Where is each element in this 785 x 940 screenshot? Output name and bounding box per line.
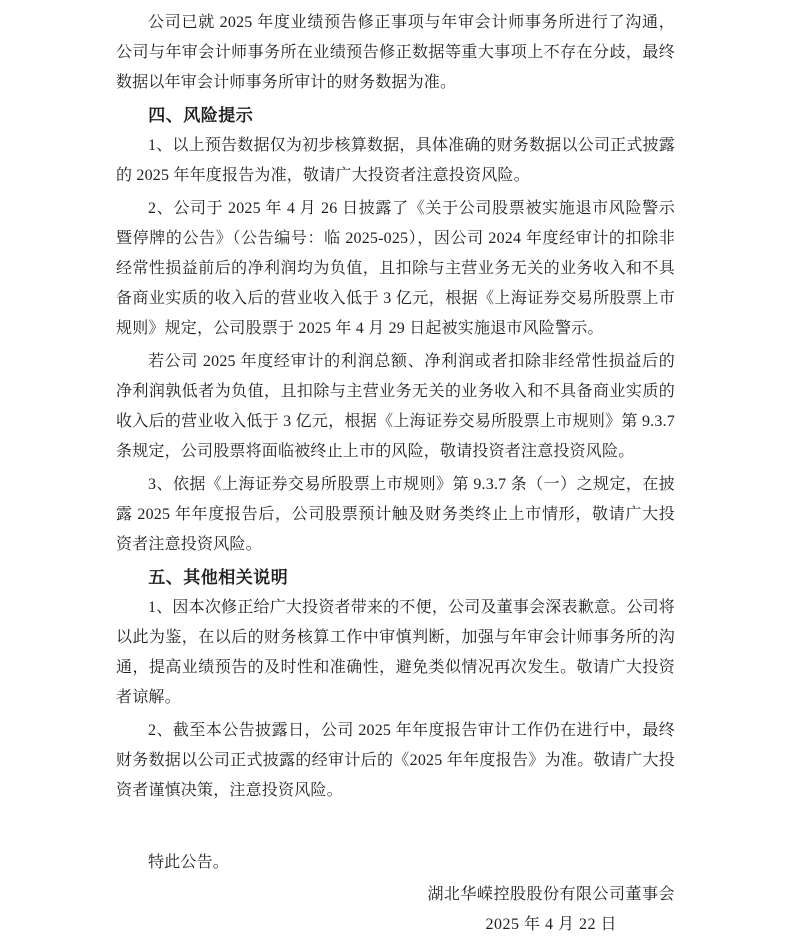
paragraph-risk-item-2: 2、公司于 2025 年 4 月 26 日披露了《关于公司股票被实施退市风险警示暨停牌的公告》（公告编号：临 2025-025），因公司 2024 年度经审计的扣除非经常性损益前后的净利润均为负值，且扣除与主营业务无关的业务收入和不具备商业实质的收入后的营业收入低于 3 亿元，根据《上海证券交易所股票上市规则》规定，公司股票于 2025 年 4 月 29 日起被实施退市风险警示。 xyxy=(116,200,675,337)
paragraph-other-item-1: 1、因本次修正给广大投资者带来的不便，公司及董事会深表歉意。公司将以此为鉴，在以后的财务核算工作中审慎判断，加强与年审会计师事务所的沟通，提高业绩预告的及时性和准确性，避免类似情况再次发生。敬请广大投资者谅解。 xyxy=(116,599,675,706)
section-heading-other-notes: 五、其他相关说明 xyxy=(148,568,289,587)
company-board-signature: 湖北华嵘控股股份有限公司董事会 xyxy=(427,886,675,903)
paragraph-communication-with-auditor: 公司已就 2025 年度业绩预告修正事项与年审会计师事务所进行了沟通，公司与年审会计师事务所在业绩预告修正数据等重大事项上不存在分歧，最终数据以年审会计师事务所审计的财务数据为准。 xyxy=(116,14,675,91)
paragraph-risk-item-3: 3、依据《上海证券交易所股票上市规则》第 9.3.7 条（一）之规定，在披露 2025 年年度报告后，公司股票预计触及财务类终止上市情形，敬请广大投资者注意投资风险。 xyxy=(116,476,675,553)
announcement-date: 2025 年 4 月 22 日 xyxy=(485,916,617,933)
section-heading-risk-notice: 四、风险提示 xyxy=(148,106,254,125)
closing-statement: 特此公告。 xyxy=(148,854,230,871)
paragraph-risk-item-1: 1、以上预告数据仅为初步核算数据，具体准确的财务数据以公司正式披露的 2025 年年度报告为准，敬请广大投资者注意投资风险。 xyxy=(116,137,675,184)
paragraph-risk-item-2-continued: 若公司 2025 年度经审计的利润总额、净利润或者扣除非经常性损益后的净利润孰低者为负值，且扣除与主营业务无关的业务收入和不具备商业实质的收入后的营业收入低于 3 亿元，根据《上海证券交易所股票上市规则》第 9.3.7 条规定，公司股票将面临被终止上市的风险，敬请投资者注意投资风险。 xyxy=(116,353,675,460)
paragraph-other-item-2: 2、截至本公告披露日，公司 2025 年年度报告审计工作仍在进行中，最终财务数据以公司正式披露的经审计后的《2025 年年度报告》为准。敬请广大投资者谨慎决策，注意投资风险。 xyxy=(116,722,675,799)
signature-block xyxy=(427,880,675,940)
